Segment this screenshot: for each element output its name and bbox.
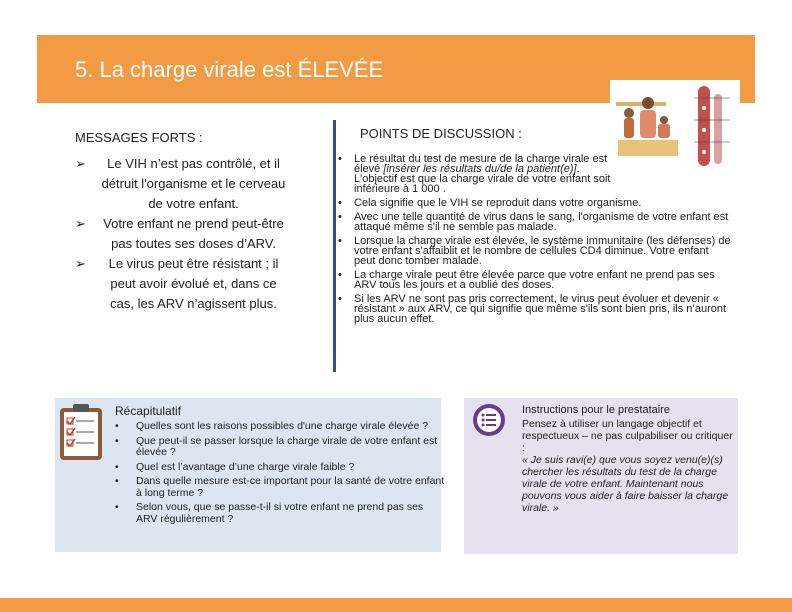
- bullet-icon: •: [115, 420, 119, 432]
- strong-messages-heading: MESSAGES FORTS :: [75, 130, 203, 145]
- bullet-icon: •: [338, 235, 342, 247]
- list-item: • Que peut-il se passer lorsque la charge virale de votre enfant est élevée ?: [115, 434, 438, 458]
- bullet-icon: •: [338, 211, 342, 223]
- instructions-body: Pensez à utiliser un langage objectif et respectueux – ne pas culpabiliser ou critiquer :: [522, 418, 733, 454]
- list-item: • Cela signifie que le VIH se reproduit dans votre organisme.: [338, 197, 642, 209]
- bullet-icon: •: [115, 475, 119, 487]
- list-item: ➢ Votre enfant ne prend peut-être pas toutes ses doses d’ARV.: [75, 216, 284, 251]
- list-item: • La charge virale peut être élevée parce que votre enfant ne prend pas ses ARV tous les jours et a oublié des doses.: [338, 269, 715, 291]
- list-item: • Lorsque la charge virale est élevée, le système immunitaire (les défenses) de votre enfant s'affaiblit et le nombre de cellules CD4 diminue. Votre enfant peut donc tomber malade.: [338, 235, 731, 267]
- clipboard-checklist-icon: [58, 402, 104, 462]
- list-item: ➢ Le VIH n’est pas contrôlé, et il détruit l'organisme et le cerveau de votre enfant.: [75, 156, 286, 211]
- list-item: ➢ Le virus peut être résistant ; il peut avoir évolué et, dans ce cas, les ARV n’agissent plus.: [75, 256, 279, 311]
- recap-title: Récapitulatif: [115, 404, 182, 418]
- page-title: 5. La charge virale est ÉLEVÉE: [75, 57, 384, 82]
- instructions-text: [522, 404, 734, 514]
- arrow-bullet-icon: ➢: [75, 256, 86, 271]
- arrow-bullet-icon: ➢: [75, 216, 86, 231]
- list-item: • Quelles sont les raisons possibles d'une charge virale élevée ?: [115, 420, 429, 432]
- list-item: • Quel est l’avantage d’une charge virale faible ?: [115, 460, 355, 473]
- bullet-icon: •: [338, 293, 342, 305]
- list-circle-icon: [471, 402, 507, 438]
- discussion-list: [336, 154, 732, 324]
- footer-bar: [0, 598, 792, 612]
- bullet-icon: •: [338, 153, 342, 165]
- instructions-quote: « Je suis ravi(e) que vous soyez venu(e)(s) chercher les résultats du test de la charge virale de votre enfant. Maintenant nous pouvons vous aider à faire baisser la charge virale. »: [522, 454, 729, 514]
- bullet-icon: •: [115, 460, 119, 473]
- discussion-section: [336, 126, 732, 328]
- list-item: • Si les ARV ne sont pas pris correctement, le virus peut évoluer et devenir « résistant » aux ARV, ce qui signifie que même s'ils sont bien pris, ils n’auront plus aucun effet.: [338, 293, 727, 325]
- list-item: • Le résultat du test de mesure de la charge virale est élevé [insérer les résultats du/de la patient(e)]. L'objectif est que la charge virale de votre enfant soit inférieure à 1 000 .: [338, 153, 611, 195]
- recap-list: [115, 421, 445, 528]
- strong-messages-list: [75, 154, 290, 314]
- list-item: • Dans quelle mesure est-ce important pour la santé de votre enfant à long terme ?: [115, 475, 445, 499]
- discussion-heading: POINTS DE DISCUSSION :: [360, 126, 522, 141]
- bullet-icon: •: [115, 501, 119, 513]
- arrow-bullet-icon: ➢: [75, 156, 86, 171]
- bullet-icon: •: [338, 197, 342, 209]
- list-item: • Avec une telle quantité de virus dans le sang, l'organisme de votre enfant est attaqué même s'il ne semble pas malade.: [338, 211, 729, 233]
- instructions-title: Instructions pour le prestataire: [522, 404, 670, 416]
- strong-messages-section: [75, 128, 290, 314]
- bullet-icon: •: [115, 434, 119, 447]
- bullet-icon: •: [338, 269, 342, 281]
- list-item: • Selon vous, que se passe-t-il si votre enfant ne prend pas ses ARV régulièrement ?: [115, 501, 424, 525]
